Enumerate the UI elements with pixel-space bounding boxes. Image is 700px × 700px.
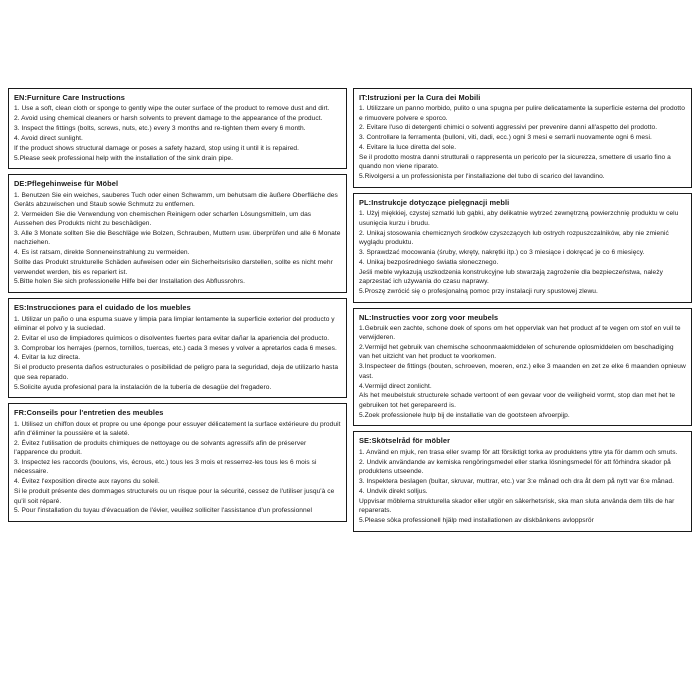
panel-title-se: SE:Skötselråd för möbler xyxy=(359,436,451,446)
panel-list-en xyxy=(14,104,341,163)
panel-title-de: DE:Pflegehinweise für Möbel xyxy=(14,179,119,189)
panel-title-pl: PL:Instrukcje dotyczące pielęgnacji mebli xyxy=(359,198,510,208)
list-item: Sollte das Produkt strukturelle Schäden aufweisen oder ein Sicherheitsrisiko darstellen, sollte es nicht mehr verwendet werden, bis es repariert ist. xyxy=(14,259,333,276)
list-item: 2. Undvik användande av kemiska rengöringsmedel eller starka lösningsmedel för att förhindra skador på produktens utseende. xyxy=(359,458,671,475)
panel-it xyxy=(353,88,692,188)
list-item: 2. Vermeiden Sie die Verwendung von chemischen Reinigern oder scharfen Lösungsmitteln, um das Aussehen des Produkts nicht zu beschädigen. xyxy=(14,210,312,228)
list-item: 5.Proszę zwrócić się o profesjonalną pomoc przy instalacji rury spustowej zlewu. xyxy=(359,287,598,295)
list-item: 1. Utilizzare un panno morbido, pulito o una spugna per pulire delicatamente la superficie esterna del prodotto e rimuovere polvere e sporco. xyxy=(359,105,685,122)
list-item: 4.Vermijd direct zonlicht. xyxy=(359,382,432,390)
list-item: 2. Évitez l'utilisation de produits chimiques de nettoyage ou de solvants agressifs afin de préserver l'apparence du produit. xyxy=(14,439,307,457)
list-item: Si el producto presenta daños estructurales o posibilidad de peligro para la seguridad, deja de utilizarlo hasta que sea reparado. xyxy=(14,364,339,381)
list-item: 1. Użyj miękkiej, czystej szmatki lub gąbki, aby delikatnie wytrzeć zewnętrzną powierzchnię produktu w celu usunięcia kurzu i brudu. xyxy=(359,210,679,227)
panel-list-pl xyxy=(359,209,686,296)
list-item: Jeśli meble wykazują uszkodzenia konstrukcyjne lub stwarzają zagrożenie dla bezpieczeństwa, należy zaprzestać ich używania do czasu naprawy. xyxy=(359,268,663,285)
list-item: 3. Comprobar los herrajes (pernos, tornillos, tuercas, etc.) cada 3 meses y volver a apretarlos cada 6 meses. xyxy=(14,344,337,352)
list-item: 3. Sprawdzać mocowania (śruby, wkręty, nakrętki itp.) co 3 miesiące i dokręcać je co 6 miesięcy. xyxy=(359,248,645,256)
list-item: 5.Please seek professional help with the installation of the sink drain pipe. xyxy=(14,154,234,162)
list-item: 5.Please söka professionell hjälp med installationen av diskbänkens avloppsrör xyxy=(359,516,594,524)
panel-list-it xyxy=(359,104,686,181)
panel-title-nl: NL:Instructies voor zorg voor meubels xyxy=(359,312,499,322)
panel-es xyxy=(8,298,347,398)
panel-title-en: EN:Furniture Care Instructions xyxy=(14,93,125,102)
panel-list-de xyxy=(14,191,341,287)
list-item: 5.Bitte holen Sie sich professionelle Hilfe bei der Installation des Abflussrohrs. xyxy=(14,278,245,286)
list-item: 3. Controllare la ferramenta (bulloni, viti, dadi, ecc.) ogni 3 mesi e serrarli nuovamente ogni 6 mesi. xyxy=(359,134,652,142)
list-item: Uppvisar möblerna strukturella skador eller utgör en säkerhetsrisk, ska man sluta använda dem tills de har reparerats. xyxy=(359,497,675,514)
list-item: 4. Evitar la luz directa. xyxy=(14,354,81,362)
list-item: 3. Alle 3 Monate sollten Sie die Beschläge wie Bolzen, Schrauben, Muttern usw. überprüfen und alle 6 Monate nachziehen. xyxy=(14,230,341,247)
list-item: Se il prodotto mostra danni strutturali o rappresenta un pericolo per la sicurezza, smettere di usarlo fino a quando non viene riparato. xyxy=(359,154,671,171)
panel-list-nl xyxy=(359,324,686,420)
panel-list-fr xyxy=(14,420,341,516)
right-column xyxy=(353,88,692,532)
panel-list-se xyxy=(359,448,686,525)
panel-title-fr: FR:Conseils pour l'entretien des meubles xyxy=(14,408,164,418)
list-item: 4. Unikaj bezpośredniego światła słonecznego. xyxy=(359,258,499,266)
list-item: 4. Évitez l'exposition directe aux rayons du soleil. xyxy=(14,478,160,486)
list-item: 1.Gebruik een zachte, schone doek of spons om het oppervlak van het product af te vegen om stof en vuil te verwijderen. xyxy=(359,324,681,342)
list-item: 4. Avoid direct sunlight. xyxy=(14,134,83,142)
list-item: 2. Unikaj stosowania chemicznych środków czyszczących lub ostrych rozpuszczalników, aby nie zmienić wyglądu produktu. xyxy=(359,229,669,246)
panel-en xyxy=(8,88,347,169)
list-item: 3. Inspectez les raccords (boulons, vis, écrous, etc.) tous les 3 mois et resserrez-les tous les 6 mois si nécessaire. xyxy=(14,459,317,476)
columns-container xyxy=(8,88,692,532)
panel-fr xyxy=(8,403,347,522)
list-item: 2.Vermijd het gebruik van chemische schoonmaakmiddelen of schurende oplosmiddelen om beschadiging van het uitzicht van het product te voorkomen. xyxy=(359,344,674,361)
list-item: Si le produit présente des dommages structurels ou un risque pour la sécurité, cessez de l'utiliser jusqu'à ce qu'il soit réparé. xyxy=(14,488,335,505)
list-item: 5.Rivolgersi a un professionista per l'installazione del tubo di scarico del lavandino. xyxy=(359,173,605,181)
list-item: 1. Use a soft, clean cloth or sponge to gently wipe the outer surface of the product to remove dust and dirt. xyxy=(14,105,330,113)
list-item: 3.Inspecteer de fittings (bouten, schroeven, moeren, enz.) elke 3 maanden en zet ze elke 6 maanden opnieuw vast. xyxy=(359,363,686,380)
panel-pl xyxy=(353,193,692,302)
list-item: 5.Solicite ayuda profesional para la instalación de la tubería de desagüe del fregadero. xyxy=(14,383,272,391)
panel-list-es xyxy=(14,315,341,392)
list-item: 4. Evitare la luce diretta del sole. xyxy=(359,144,457,152)
list-item: 1. Benutzen Sie ein weiches, sauberes Tuch oder einen Schwamm, um behutsam die äußere Oberfläche des Geräts abzuwischen und Staub sowie Schmutz zu entfernen. xyxy=(14,191,338,209)
list-item: 3. Inspect the fittings (bolts, screws, nuts, etc.) every 3 months and re-tighten them every 6 month. xyxy=(14,124,306,132)
left-column xyxy=(8,88,347,522)
list-item: 4. Es ist ratsam, direkte Sonneneinstrahlung zu vermeiden. xyxy=(14,249,190,257)
list-item: 5.Zoek professionele hulp bij de installatie van de gootsteen afvoerpijp. xyxy=(359,411,570,419)
list-item: 4. Undvik direkt solljus. xyxy=(359,487,428,495)
panel-nl xyxy=(353,308,692,427)
list-item: 1. Använd en mjuk, ren trasa eller svamp för att försiktigt torka av produktens yttre yta för damm och smuts. xyxy=(359,448,678,456)
list-item: 2. Evitare l'uso di detergenti chimici o solventi aggressivi per prevenire danni all'aspetto del prodotto. xyxy=(359,124,658,132)
panel-se xyxy=(353,431,692,531)
list-item: 1. Utilizar un paño o una espuma suave y limpia para limpiar lentamente la superficie exterior del producto y eliminar el polvo y la suciedad. xyxy=(14,315,335,332)
list-item: 1. Utilisez un chiffon doux et propre ou une éponge pour essuyer délicatement la surface extérieure du produit afin d'éliminer la poussière et la saleté. xyxy=(14,420,341,437)
list-item: 2. Evitar el uso de limpiadores químicos o disolventes fuertes para evitar dañar la apariencia del producto. xyxy=(14,334,330,342)
list-item: If the product shows structural damage or poses a safety hazard, stop using it until it is repaired. xyxy=(14,144,300,152)
list-item: 5. Pour l'installation du tuyau d'évacuation de l'évier, veuillez solliciter l'assistance d'un professionnel xyxy=(14,507,312,515)
list-item: 3. Inspektera beslagen (bultar, skruvar, muttrar, etc.) var 3:e månad och dra åt dem på nytt var 6:e månad. xyxy=(359,477,675,485)
panel-title-es: ES:Instrucciones para el cuidado de los muebles xyxy=(14,303,191,313)
panel-title-it: IT:Istruzioni per la Cura dei Mobili xyxy=(359,93,481,102)
panel-de xyxy=(8,174,347,293)
list-item: 2. Avoid using chemical cleaners or harsh solvents to prevent damage to the appearance of the product. xyxy=(14,115,323,123)
list-item: Als het meubelstuk structurele schade vertoont of een gevaar voor de veiligheid vormt, stop dan met het te gebruiken tot het gerepareerd is. xyxy=(359,392,676,409)
